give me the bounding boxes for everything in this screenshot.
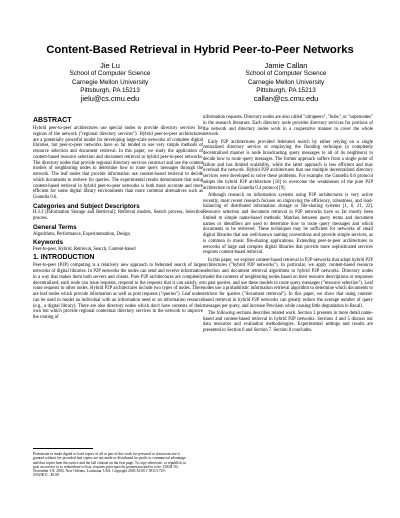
intro-heading: 1. INTRODUCTION bbox=[33, 254, 95, 262]
abstract-heading: ABSTRACT bbox=[33, 117, 72, 124]
author-dept: School of Computer Science bbox=[245, 70, 327, 78]
author-email: jielu@cs.cmu.edu bbox=[80, 94, 140, 104]
author-city: Pittsburgh, PA 15213 bbox=[80, 86, 140, 94]
author-block-2 bbox=[201, 62, 371, 103]
right-column bbox=[203, 115, 373, 335]
categories-text: H.3.3 [Information Storage and Retrieval]: Retrieval models, Search process, Selection process. bbox=[33, 210, 203, 222]
author-city: Pittsburgh, PA 15213 bbox=[256, 86, 316, 94]
body-paragraph: Early P2P architectures provided federated search by either relying on a single centralized directory service or employing the flooding technique (a completely decentralized manner is node broadcasting query messages to all of its neighbors) to decide how to route query messages. The former approach suffers from a single point of failure and has limited scalability, while the latter approach is less efficient and may overload the network. Hybrid P2P architectures that use multiple decentralized directory services were developed to solve these problems. For example, the Gnutella 0.6 protocol adopts the hybrid P2P architecture [10] to overcome the weaknesses of the pure P2P architecture in the Gnutella 0.4 protocol [9]. bbox=[203, 139, 373, 191]
abstract-text: Hybrid peer-to-peer architectures use special nodes to provide directory services for regions of the network ("regional directory services"). Hybrid peer-to-peer architectures are a potentially powerful model for developing large-scale networks of complete digital libraries, but peer-to-peer networks have so far tended to use very simple methods of resource selection and document retrieval. In this paper, we study the application of content-based resource selection and document retrieval to hybrid peer-to-peer networks. The directory nodes that provide regional directory services construct and use the content models of neighboring nodes to determine how to route query messages through the network. The leaf nodes that provide information use content-based retrieval to decide which documents to retrieve for queries. The experimental results demonstrate that using content-based retrieval in hybrid peer-to-peer networks is both more accurate and more efficient for some digital library environments than more common alternatives such as Gnutella 0.6. bbox=[33, 126, 203, 200]
author-email: callan@cs.cmu.edu bbox=[253, 94, 319, 104]
footnote-rule bbox=[33, 448, 93, 449]
paper-title: Content-Based Retrieval in Hybrid Peer-to-Peer Networks bbox=[46, 44, 354, 56]
author-name: Jie Lu bbox=[100, 61, 120, 70]
author-block-1 bbox=[25, 62, 195, 103]
keywords-heading: Keywords bbox=[33, 239, 64, 247]
body-paragraph: Although research on information systems using P2P architectures is very active recently, most recent research focuses on improving the efficiency, robustness, and load-balancing of distributed information storage or file-sharing systems [1, 6, 21, 22]. Resource selection and document retrieval in P2P networks have so far mostly been limited to simple name-based methods: Matches between query terms and document names or identifiers are used to determine how to route query messages and which documents to be retrieved. These techniques may be sufficient for networks of small digital libraries that use well-known naming conventions and provide simple services, as is common in music file-sharing applications. Extending peer-to-peer architectures to networks of large and complex digital libraries that provide more sophisticated services requires content-based retrieval. bbox=[203, 192, 373, 256]
general-terms-heading: General Terms bbox=[33, 223, 77, 231]
author-university: Carnegie Mellon University bbox=[247, 78, 325, 86]
keywords-text: Peer-to-peer, Hybrid, Retrieval, Search, Content-based bbox=[33, 247, 136, 253]
author-university: Carnegie Mellon University bbox=[71, 78, 149, 86]
left-column bbox=[33, 117, 203, 322]
author-name: Jamie Callan bbox=[264, 61, 308, 70]
body-paragraph: In this paper, we explore content-based retrieval in P2P networks that adopt hybrid P2P architectures ("hybrid P2P networks"). In particular, we apply content-based resource selection and document retrieval algorithms to hybrid P2P networks. Directory nodes model the contents of neighboring nodes based on their resource descriptions or responses to past queries, and use these models to route query messages ("resource selection"). Leaf nodes use a probabilistic information retrieval algorithm to determine which documents to retrieve for queries ("document retrieval"). In this paper, we show that using content-based retrieval in hybrid P2P networks can greatly reduce the average number of query messages per query, and increase Precision while causing little degradation in Recall. bbox=[203, 257, 373, 309]
copyright-footnote: Permission to make digital or hard copies of all or part of this work for personal or classroom use is granted without fee provided that copies are not made or distributed for profit or commercial advantage and that copies bear this notice and the full citation on the first page. To copy otherwise, or republish, to post on servers or to redistribute to lists, requires prior specific permission and/or a fee. CIKM '03, November 3-8, 2003, New Orleans, Louisiana, USA. Copyright 2003 ACM 1-58113-723-0/03/0011...$5.00. bbox=[33, 452, 187, 478]
body-paragraph: The following sections describes related work. Section 3 presents in more detail name-based and content-based retrieval in hybrid P2P networks. Sections 4 and 5 discuss our data resources and evaluation methodologies. Experimental settings and results are presented in Section 6 and Section 7. Section 8 concludes. bbox=[203, 310, 373, 333]
body-paragraph: information requests. Directory nodes are also called "ultrapeers", "hubs", or "supernodes" in the research literature. Each directory node provides directory services for portions of the network and directory nodes work in a cooperative manner to cover the whole network. bbox=[203, 115, 373, 138]
categories-heading: Categories and Subject Descriptors bbox=[33, 202, 140, 210]
intro-paragraph: Peer-to-peer (P2P) computing is a relatively new approach to federated search of large networks of digital libraries. In P2P networks the nodes can send and receive information in a way that makes them both servers and clients. Pure P2P architectures are completely decentralized; each node can issue requests, respond to the requests that it can satisfy, or route requests to other nodes. Hybrid P2P architectures include two types of nodes. There are leaf nodes which provide information as well as post requests ("queries"). Leaf nodes can be used to model an individual with an information need or an information resource (e.g., a digital library). There are also directory nodes which don't have contents of their own but which provide regional contextual directory services to the network to improve the routing of bbox=[33, 263, 203, 321]
general-terms-text: Algorithms, Performance, Experimentation, Design bbox=[33, 231, 130, 237]
author-dept: School of Computer Science bbox=[69, 70, 151, 78]
